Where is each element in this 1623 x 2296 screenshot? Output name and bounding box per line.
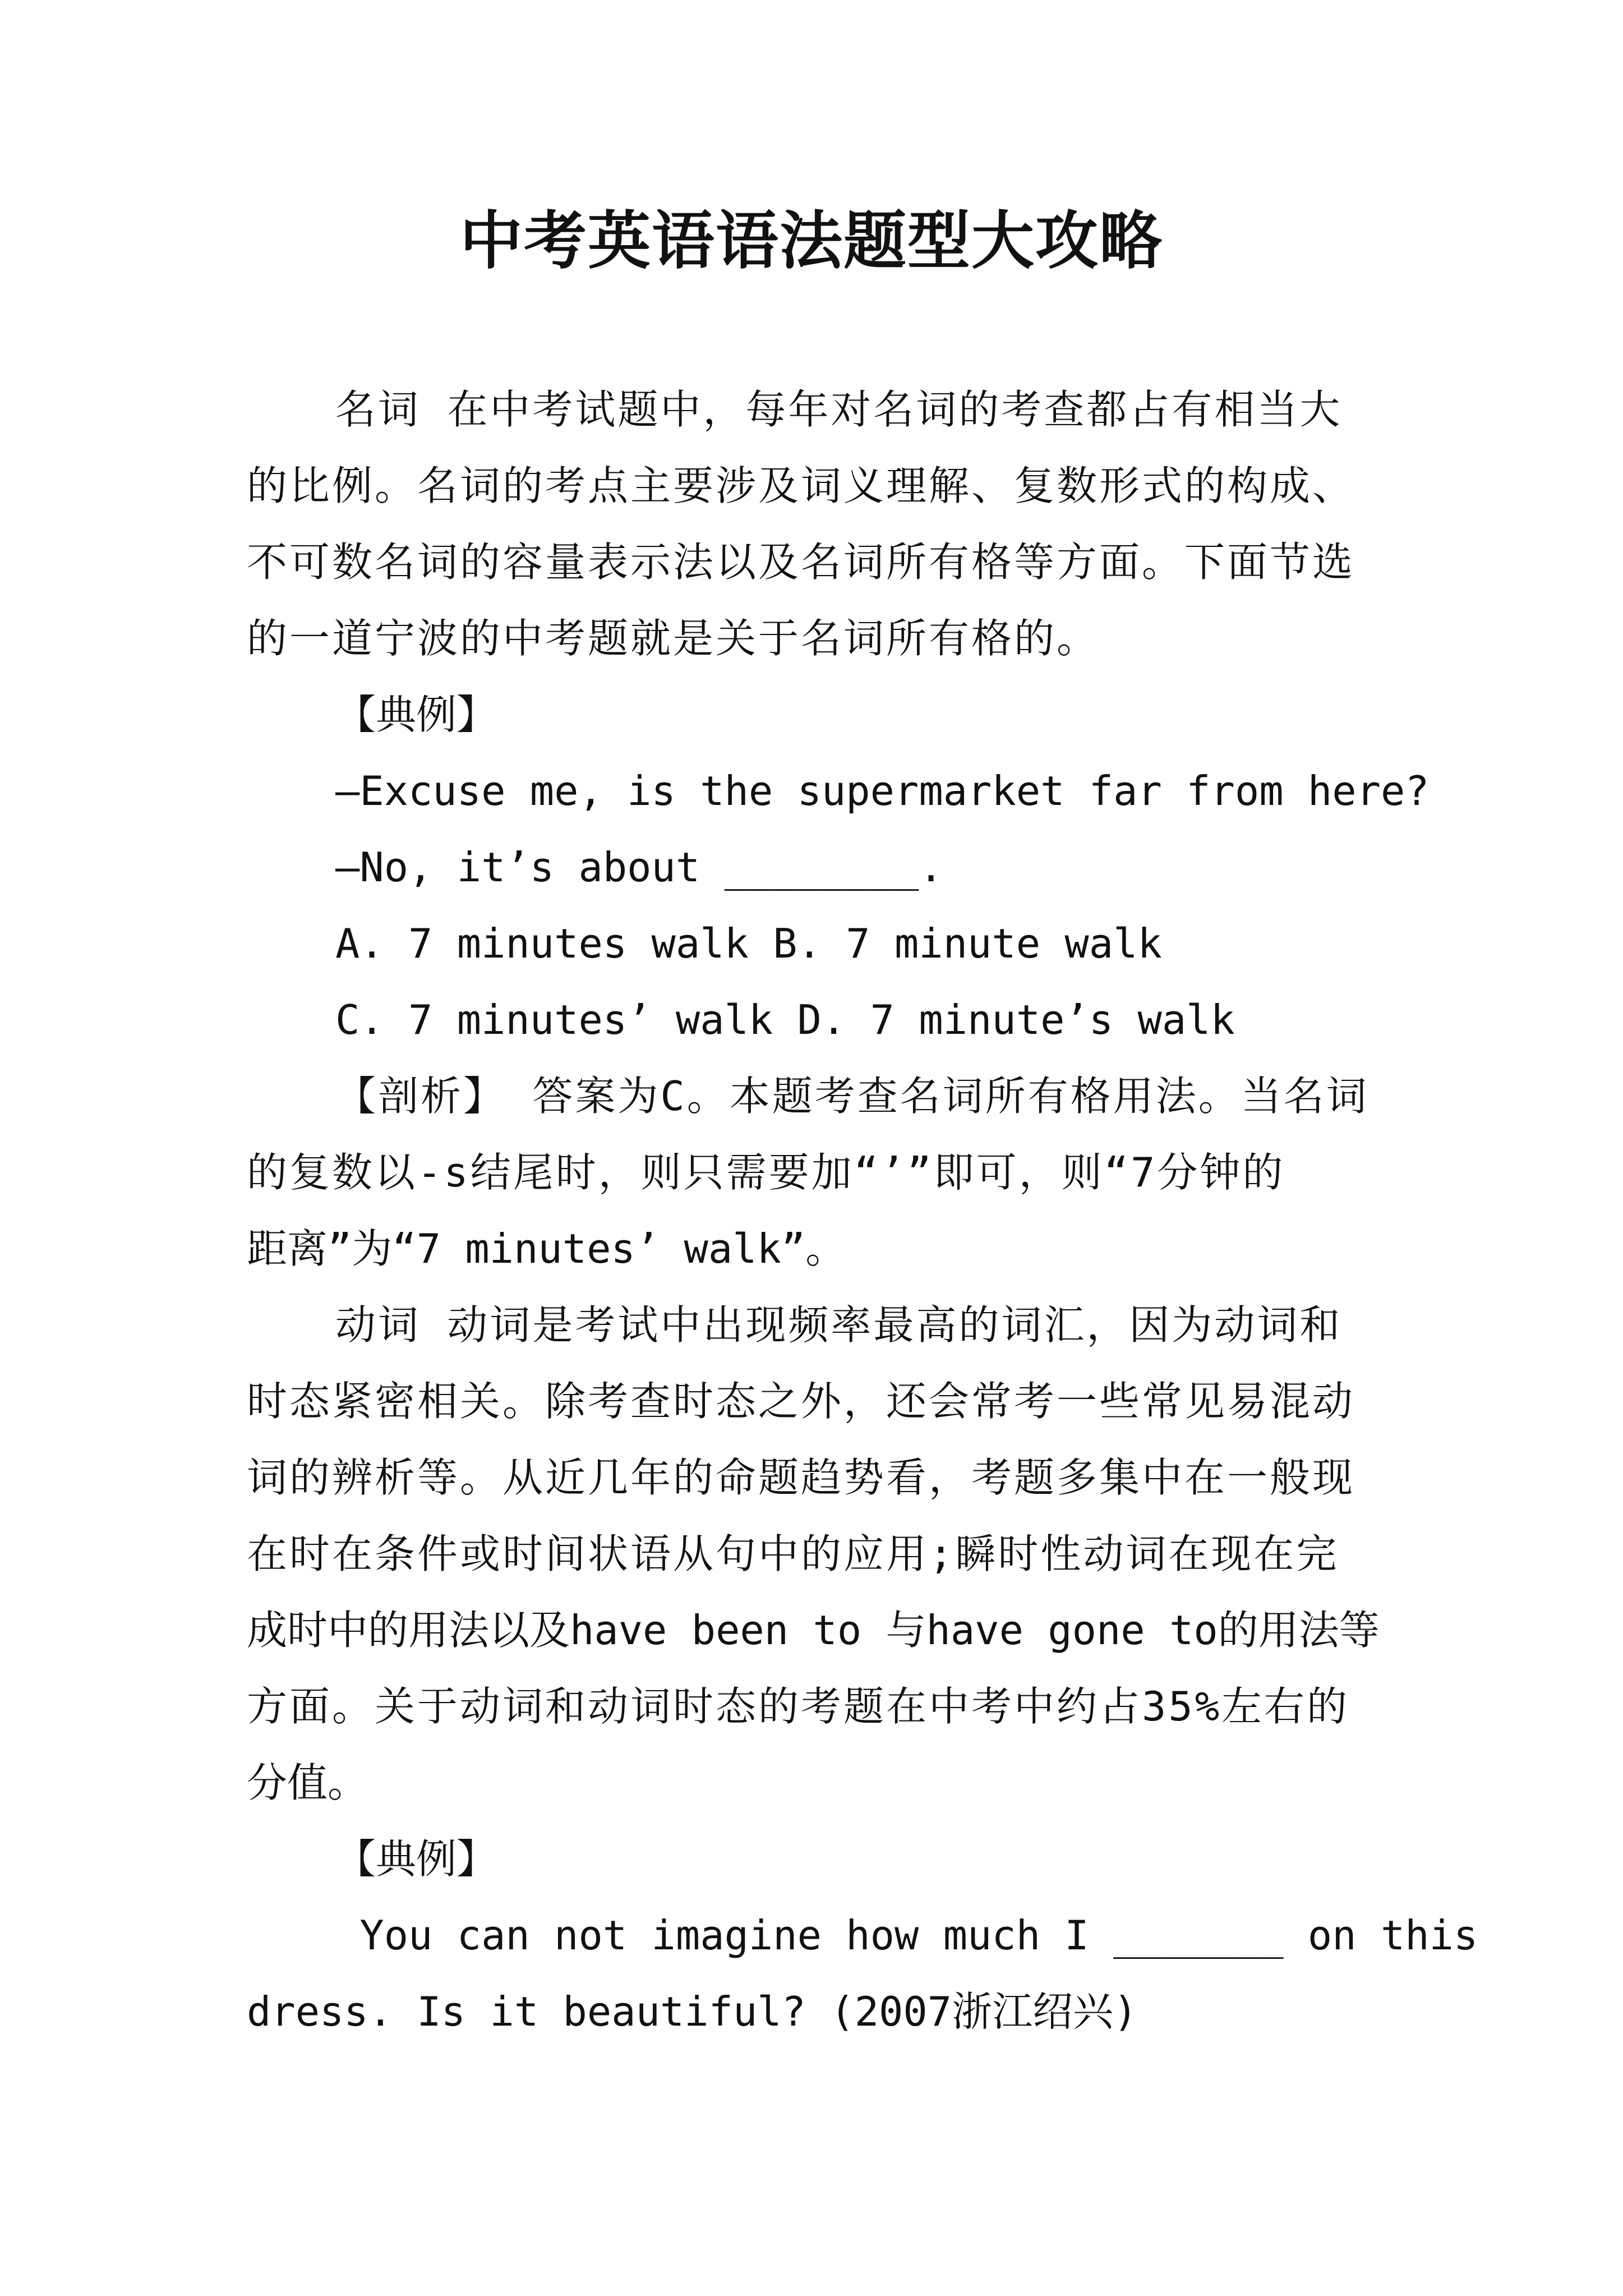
paragraph-line: 不可数名词的容量表示法以及名词所有格等方面。下面节选 xyxy=(247,539,1355,586)
analysis-line: 距离”为“7 minutes’ walk”。 xyxy=(247,1225,846,1272)
example-line: —Excuse me, is the supermarket far from here? xyxy=(335,767,1430,815)
paragraph-line: 的一道宁波的中考题就是关于名词所有格的。 xyxy=(247,615,1100,662)
paragraph-line: 在时在条件或时间状语从句中的应用;瞬时性动词在现在完 xyxy=(247,1530,1339,1577)
option-line: C. 7 minutes’ walk D. 7 minute’s walk xyxy=(335,996,1235,1043)
analysis-line: 的复数以-s结尾时，则只需要加“’”即可，则“7分钟的 xyxy=(247,1149,1285,1196)
paragraph-line: 方面。关于动词和动词时态的考题在中考中约占35%左右的 xyxy=(247,1683,1350,1730)
document-title: 中考英语语法题型大攻略 xyxy=(460,204,1163,278)
section-label: 【典例】 xyxy=(335,1835,497,1883)
section-label: 【典例】 xyxy=(335,691,497,738)
paragraph-line: 的比例。名词的考点主要涉及词义理解、复数形式的构成、 xyxy=(247,462,1355,509)
example-line: dress. Is it beautiful? (2007浙江绍兴) xyxy=(247,1988,1138,2035)
example-line: —No, it’s about ________. xyxy=(335,844,943,891)
example-line: You can not imagine how much I _______ on this xyxy=(335,1912,1478,1959)
paragraph-line: 分值。 xyxy=(247,1759,368,1806)
paragraph-line: 时态紧密相关。除考查时态之外，还会常考一些常见易混动 xyxy=(247,1378,1355,1425)
analysis-line: 【剖析】 答案为C。本题考查名词所有格用法。当名词 xyxy=(335,1073,1369,1120)
paragraph-line: 动词 动词是考试中出现频率最高的词汇，因为动词和 xyxy=(335,1301,1343,1349)
paragraph-line: 成时中的用法以及have been to 与have gone to的用法等 xyxy=(247,1607,1380,1654)
paragraph-line: 名词 在中考试题中，每年对名词的考查都占有相当大 xyxy=(335,386,1343,433)
paragraph-line: 词的辨析等。从近几年的命题趋势看，考题多集中在一般现 xyxy=(247,1454,1355,1501)
option-line: A. 7 minutes walk B. 7 minute walk xyxy=(335,920,1162,967)
